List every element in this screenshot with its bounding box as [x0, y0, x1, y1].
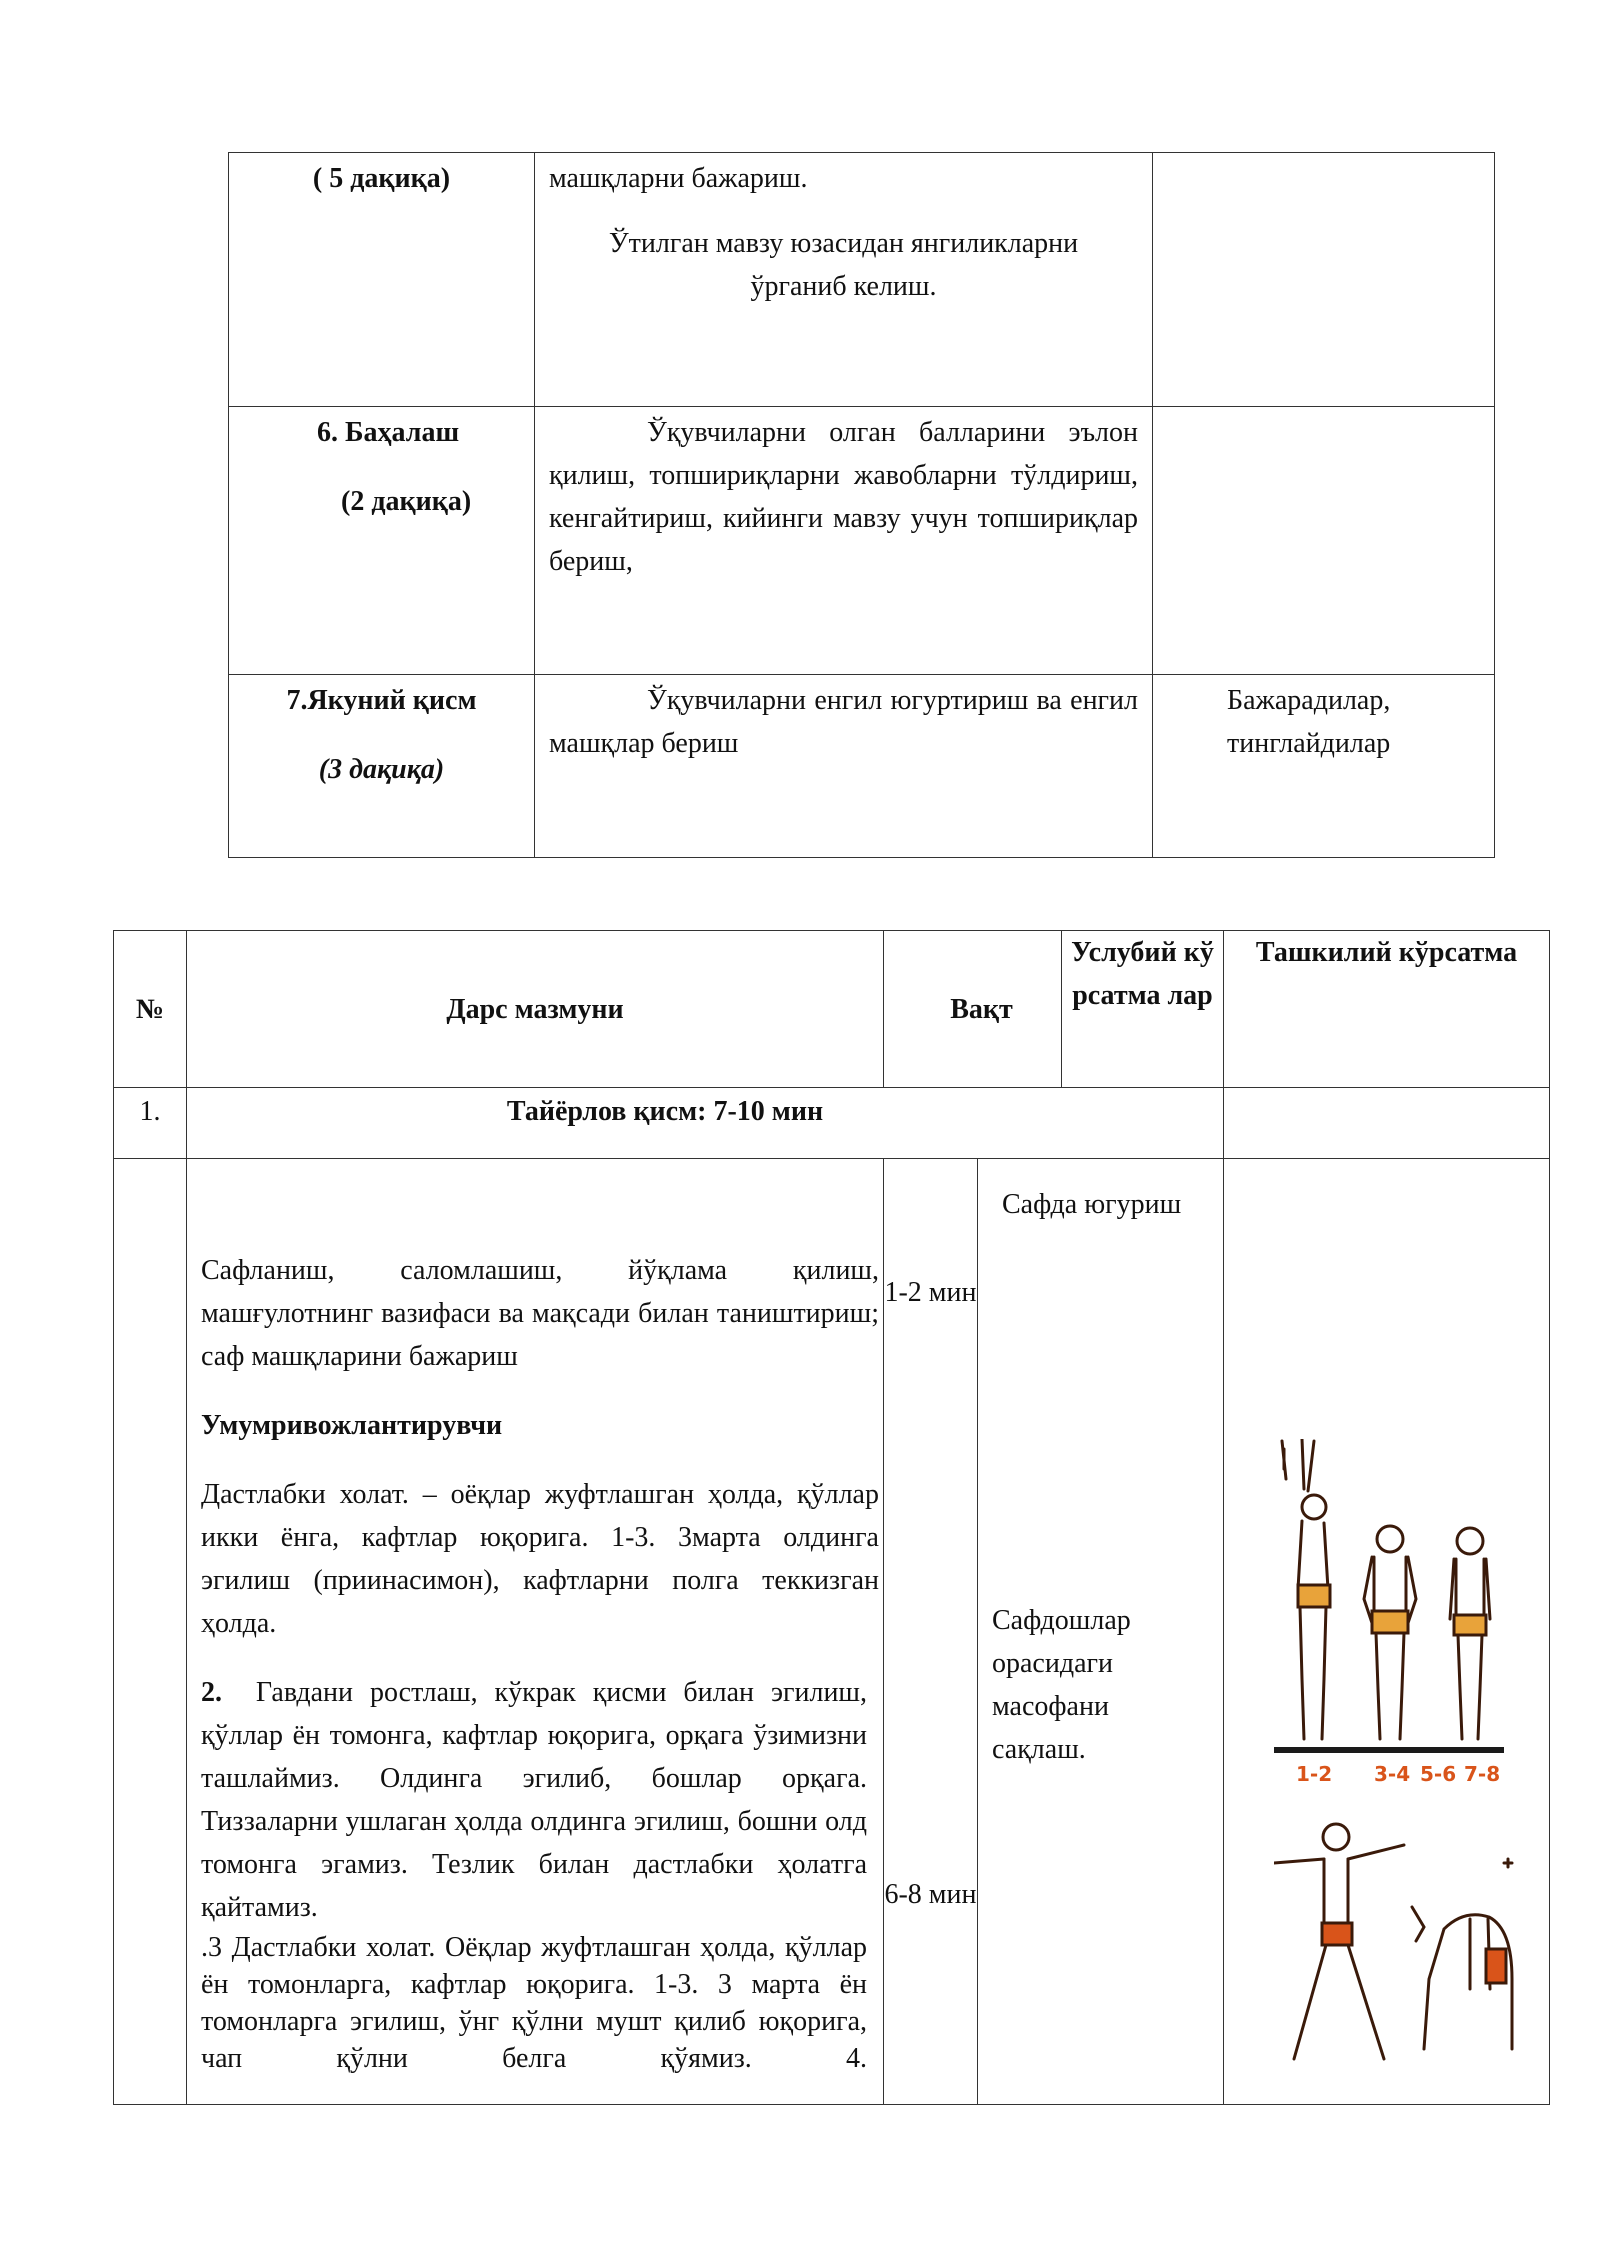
content-paragraph — [201, 1671, 879, 1929]
figure-label: 5-6 — [1420, 1762, 1457, 1786]
header-method-label: Услубий кўрсатма лар — [1071, 937, 1214, 1011]
header-number-label: № — [135, 993, 165, 1025]
figure-label: 1-2 — [1296, 1762, 1333, 1786]
lesson-stages-table — [228, 152, 1495, 858]
method-text: Сафда югуриш — [1002, 1189, 1182, 1220]
section-org-cell — [1224, 1088, 1550, 1159]
figure-label: 7-8 — [1464, 1762, 1501, 1786]
table-row — [229, 675, 1495, 858]
notes-cell — [1153, 153, 1495, 407]
content-cell — [535, 153, 1153, 407]
content-heading: Умумривожлантирувчи — [201, 1410, 503, 1441]
content-cell — [535, 407, 1153, 675]
stage-time: (3 дақиқа) — [318, 754, 445, 785]
method-cell — [978, 1159, 1224, 2105]
content-text: Ўқувчиларни олган балларини эълон қилиш, топшириқларни жавобларни тўлдириш, кенгайтириш, кийинги мавзу учун топшириқлар бериш, — [549, 417, 1138, 577]
stage-title: 7.Якуний қисм — [286, 685, 477, 716]
stage-title: 6. Баҳалаш — [317, 417, 460, 448]
header-number — [114, 931, 187, 1088]
header-time-label: Вақт — [950, 993, 1013, 1025]
content-text: Ўқувчиларни енгил югуртириш ва енгил машқлар бериш — [549, 685, 1138, 759]
exercise-standing-figures — [1274, 1439, 1504, 1791]
header-time — [884, 931, 1062, 1088]
notes-cell — [1153, 407, 1495, 675]
lesson-content-cell — [187, 1159, 884, 2105]
content-text: машқларни бажариш. — [549, 163, 808, 194]
content-paragraph: Дастлабки холат. – оёқлар жуфтлашган ҳолда, қўллар икки ёнга, кафтлар юқорига. 1-3. 3марта олдинга эгилиш (приинасимон), кафтларни полга теккизган ҳолда. — [201, 1479, 879, 1639]
time-cell — [884, 1159, 978, 2105]
stage-time: (2 дақиқа) — [341, 486, 472, 517]
header-content — [187, 931, 884, 1088]
header-org-label: Ташкилий кўрсатма — [1255, 937, 1518, 968]
table-row — [229, 153, 1495, 407]
header-content-label: Дарс мазмуни — [446, 993, 624, 1025]
content-paragraph: Сафланиш, саломлашиш, йўқлама қилиш, машғулотнинг вазифаси ва мақсади билан таништириш; саф машқларини бажариш — [201, 1255, 879, 1372]
stage-cell — [229, 153, 535, 407]
stage-cell — [229, 407, 535, 675]
content-row — [114, 1159, 1550, 2105]
section-row — [114, 1088, 1550, 1159]
content-paragraph: .3 Дастлабки холат. Оёқлар жуфтлашган ҳолда, қўллар ён томонларга, кафтлар юқорига. 1-3. 3 марта ён томонларга эгилиш, ўнг қўлни мушт қилиб юқорига, чап қўлни белга қўямиз. 4. — [201, 1932, 867, 2074]
content-text: Гавдани ростлаш, кўкрак қисми билан эгилиш, қўллар ён томонга, кафтлар юқорига, орқага ўзимизни ташлаймиз. Олдинга эгилиб, бошлар орқага. Тиззаларни ушлаган ҳолда олдинга эгилиш, бошни олд томонга эгамиз. Тезлик билан дастлабки ҳолатга қайтамиз. — [201, 1677, 867, 1923]
content-text: Ўтилган мавзу юзасидан янгиликларни ўрганиб келиш. — [608, 228, 1079, 302]
section-title-label: Тайёрлов қисм: 7-10 мин — [506, 1096, 824, 1127]
content-number: 2. — [201, 1677, 222, 1708]
organisation-cell — [1224, 1159, 1550, 2105]
exercise-bending-figures — [1274, 1819, 1514, 2069]
stage-cell — [229, 675, 535, 858]
notes-cell — [1153, 675, 1495, 858]
time-value: 6-8 мин — [884, 1879, 977, 1910]
lesson-plan-table — [113, 930, 1550, 2105]
notes-text: Бажарадилар, тинглайдилар — [1227, 685, 1391, 759]
section-number-label: 1. — [139, 1096, 161, 1127]
header-method — [1062, 931, 1224, 1088]
time-value: 1-2 мин — [884, 1277, 977, 1308]
section-title — [187, 1088, 1224, 1159]
section-number — [114, 1088, 187, 1159]
row-number-cell — [114, 1159, 187, 2105]
header-row — [114, 931, 1550, 1088]
header-org — [1224, 931, 1550, 1088]
content-cell — [535, 675, 1153, 858]
stage-time: ( 5 дақиқа) — [312, 163, 451, 194]
table-row — [229, 407, 1495, 675]
method-text: Сафдошлар орасидаги масофани сақлаш. — [992, 1605, 1131, 1765]
figure-label: 3-4 — [1374, 1762, 1411, 1786]
